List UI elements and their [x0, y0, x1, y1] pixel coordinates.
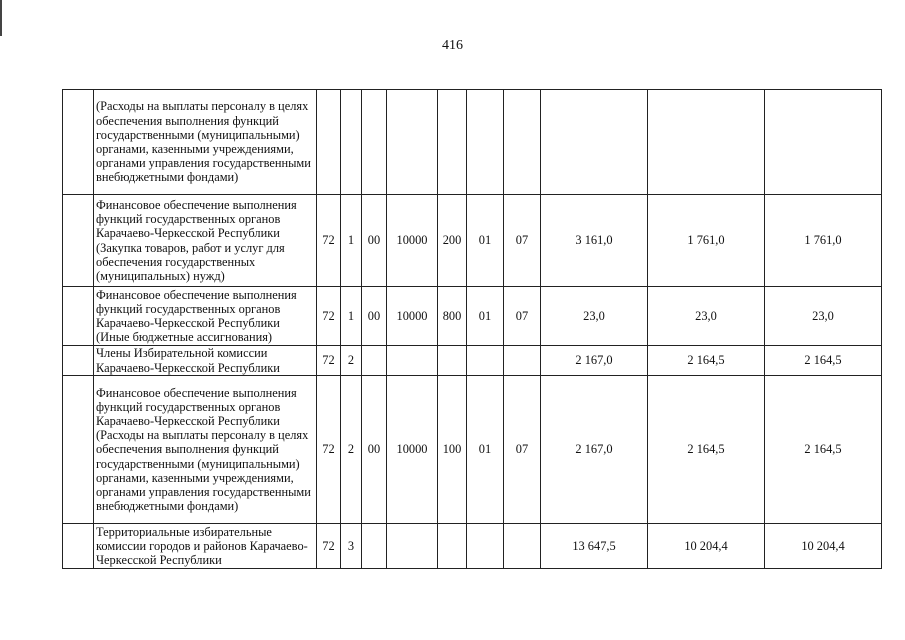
page-number: 416	[442, 38, 463, 53]
value-cell: 10 204,4	[765, 524, 882, 569]
code-cell: 72	[317, 287, 341, 346]
value-cell: 2 167,0	[541, 376, 648, 524]
code-cell: 72	[317, 195, 341, 287]
code-cell	[341, 90, 362, 195]
value-cell	[765, 90, 882, 195]
row-index-cell	[63, 524, 94, 569]
code-cell: 07	[504, 287, 541, 346]
code-cell	[504, 524, 541, 569]
code-cell: 800	[438, 287, 467, 346]
value-cell: 2 164,5	[765, 376, 882, 524]
code-cell	[362, 346, 387, 376]
code-cell	[467, 524, 504, 569]
row-name-cell	[94, 346, 317, 376]
value-cell: 1 761,0	[648, 195, 765, 287]
code-cell	[438, 524, 467, 569]
table-row	[63, 346, 882, 376]
value-cell	[541, 90, 648, 195]
row-index-cell	[63, 346, 94, 376]
value-cell: 2 164,5	[648, 346, 765, 376]
value-cell: 3 161,0	[541, 195, 648, 287]
code-cell: 00	[362, 195, 387, 287]
row-name-cell	[94, 376, 317, 524]
table-row	[63, 376, 882, 524]
table-row	[63, 524, 882, 569]
code-cell: 2	[341, 376, 362, 524]
code-cell: 01	[467, 376, 504, 524]
code-cell	[387, 90, 438, 195]
table-row	[63, 195, 882, 287]
value-cell: 23,0	[648, 287, 765, 346]
budget-table	[62, 89, 882, 569]
row-name: Финансовое обеспечение выполнения функций государственных органов Карачаево-Черкесской Республики (Иные бюджетные ассигнования)	[96, 287, 297, 345]
code-cell: 00	[362, 287, 387, 346]
code-cell: 72	[317, 376, 341, 524]
code-cell: 01	[467, 195, 504, 287]
table-row	[63, 90, 882, 195]
code-cell: 3	[341, 524, 362, 569]
value-cell: 1 761,0	[765, 195, 882, 287]
value-cell: 2 167,0	[541, 346, 648, 376]
code-cell: 72	[317, 346, 341, 376]
code-cell: 00	[362, 376, 387, 524]
code-cell: 10000	[387, 287, 438, 346]
row-name-cell	[94, 287, 317, 346]
table-row	[63, 287, 882, 346]
code-cell	[438, 90, 467, 195]
value-cell: 13 647,5	[541, 524, 648, 569]
row-name: Финансовое обеспечение выполнения функций государственных органов Карачаево-Черкесской Республики (Закупка товаров, работ и услуг для обеспечения государственных (муниципальных) нужд)	[96, 197, 297, 283]
code-cell	[362, 524, 387, 569]
code-cell	[467, 346, 504, 376]
row-index-cell	[63, 195, 94, 287]
code-cell: 1	[341, 287, 362, 346]
code-cell	[387, 346, 438, 376]
row-name-cell	[94, 90, 317, 195]
code-cell: 72	[317, 524, 341, 569]
value-cell	[648, 90, 765, 195]
code-cell	[438, 346, 467, 376]
code-cell: 2	[341, 346, 362, 376]
row-index-cell	[63, 90, 94, 195]
value-cell: 23,0	[541, 287, 648, 346]
row-index-cell	[63, 376, 94, 524]
value-cell: 2 164,5	[765, 346, 882, 376]
value-cell: 10 204,4	[648, 524, 765, 569]
code-cell	[504, 90, 541, 195]
code-cell: 10000	[387, 376, 438, 524]
row-name: Территориальные избирательные комиссии городов и районов Карачаево-Черкесской Республики	[96, 524, 308, 568]
code-cell: 100	[438, 376, 467, 524]
code-cell	[467, 90, 504, 195]
code-cell: 07	[504, 195, 541, 287]
code-cell	[504, 346, 541, 376]
code-cell	[387, 524, 438, 569]
row-name: Члены Избирательной комиссии Карачаево-Черкесской Республики	[96, 346, 280, 375]
code-cell: 200	[438, 195, 467, 287]
code-cell	[317, 90, 341, 195]
code-cell: 07	[504, 376, 541, 524]
page-edge-mark	[0, 0, 2, 36]
code-cell: 01	[467, 287, 504, 346]
value-cell: 2 164,5	[648, 376, 765, 524]
row-name-cell	[94, 195, 317, 287]
row-name-cell	[94, 524, 317, 569]
code-cell: 10000	[387, 195, 438, 287]
code-cell: 1	[341, 195, 362, 287]
code-cell	[362, 90, 387, 195]
row-index-cell	[63, 287, 94, 346]
value-cell: 23,0	[765, 287, 882, 346]
row-name: Финансовое обеспечение выполнения функций государственных органов Карачаево-Черкесской Республики (Расходы на выплаты персоналу в целях обеспечения выполнения функций государственными (муниципальными) органами, казенными учреждениями, органами управления государственными внебюджетными фондами)	[96, 385, 311, 514]
row-name: (Расходы на выплаты персоналу в целях обеспечения выполнения функций государственными (муниципальными) органами, казенными учреждениями, органами управления государственными внебюджетными фондами)	[96, 99, 311, 185]
